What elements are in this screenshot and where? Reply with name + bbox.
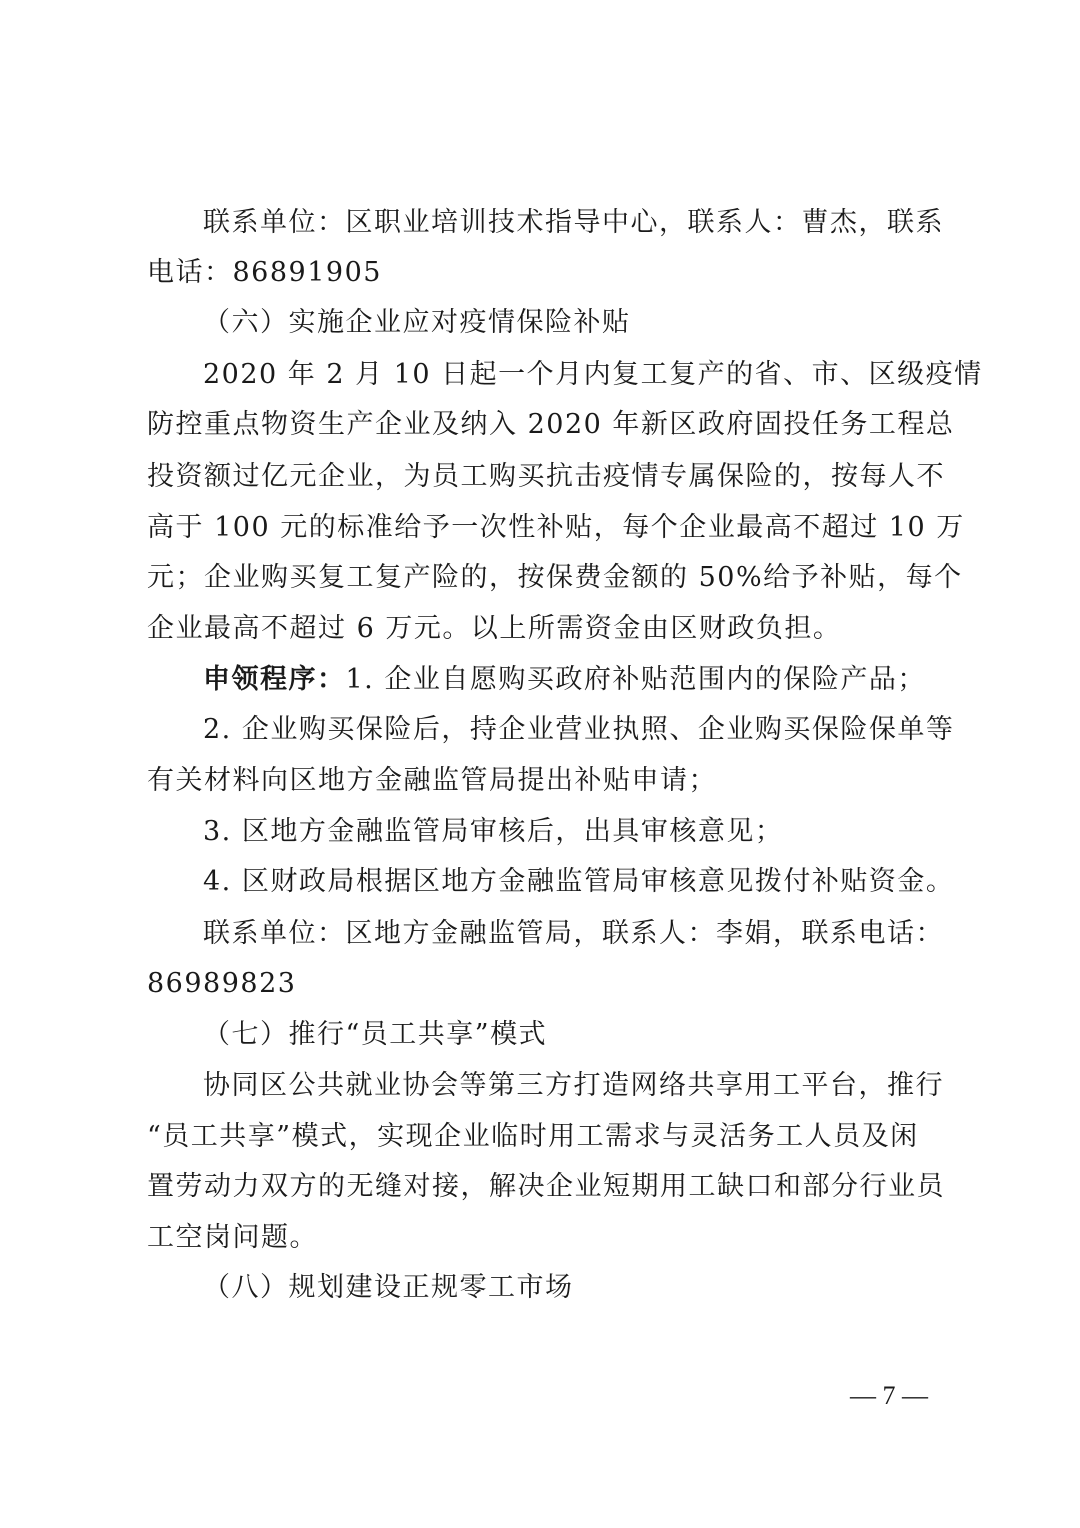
- procedure-step-2: 2. 企业购买保险后，持企业营业执照、企业购买保险保单等: [203, 714, 955, 745]
- paragraph-line: 元；企业购买复工复产险的，按保费金额的 50%给予补贴，每个: [147, 562, 963, 593]
- section-heading-8: （八）规划建设正规零工市场: [203, 1272, 574, 1303]
- procedure-step-2-cont: 有关材料向区地方金融监管局提出补贴申请；: [147, 765, 717, 796]
- contact-phone-line: 电话：86891905: [147, 257, 382, 288]
- contact-phone-line: 86989823: [147, 968, 297, 999]
- paragraph-line: 高于 100 元的标准给予一次性补贴，每个企业最高不超过 10 万: [147, 512, 965, 543]
- contact-line: 联系单位：区职业培训技术指导中心，联系人：曹杰，联系: [203, 207, 944, 238]
- procedure-step-1: [203, 660, 947, 700]
- paragraph-line: “员工共享”模式，实现企业临时用工需求与灵活务工人员及闲: [147, 1121, 919, 1152]
- procedure-step-3: 3. 区地方金融监管局审核后，出具审核意见；: [203, 816, 784, 847]
- paragraph-line: 工空岗问题。: [147, 1222, 318, 1253]
- paragraph-line: 防控重点物资生产企业及纳入 2020 年新区政府固投任务工程总: [147, 409, 955, 440]
- procedure-step-text: 1. 企业自愿购买政府补贴范围内的保险产品；: [345, 664, 926, 695]
- section-heading-6: （六）实施企业应对疫情保险补贴: [203, 307, 631, 338]
- paragraph-line: 协同区公共就业协会等第三方打造网络共享用工平台，推行: [203, 1070, 944, 1101]
- contact-line: 联系单位：区地方金融监管局，联系人：李娟，联系电话：: [203, 918, 944, 949]
- page-number: — 7 —: [850, 1381, 928, 1410]
- procedure-step-4: 4. 区财政局根据区地方金融监管局审核意见拨付补贴资金。: [203, 866, 955, 897]
- paragraph-line: 投资额过亿元企业，为员工购买抗击疫情专属保险的，按每人不: [147, 461, 945, 492]
- paragraph-line: 2020 年 2 月 10 日起一个月内复工复产的省、市、区级疫情: [203, 359, 983, 390]
- procedure-label: 申领程序：: [203, 664, 346, 695]
- section-heading-7: （七）推行“员工共享”模式: [203, 1019, 548, 1050]
- paragraph-line: 置劳动力双方的无缝对接，解决企业短期用工缺口和部分行业员: [147, 1171, 945, 1202]
- paragraph-line: 企业最高不超过 6 万元。以上所需资金由区财政负担。: [147, 613, 842, 644]
